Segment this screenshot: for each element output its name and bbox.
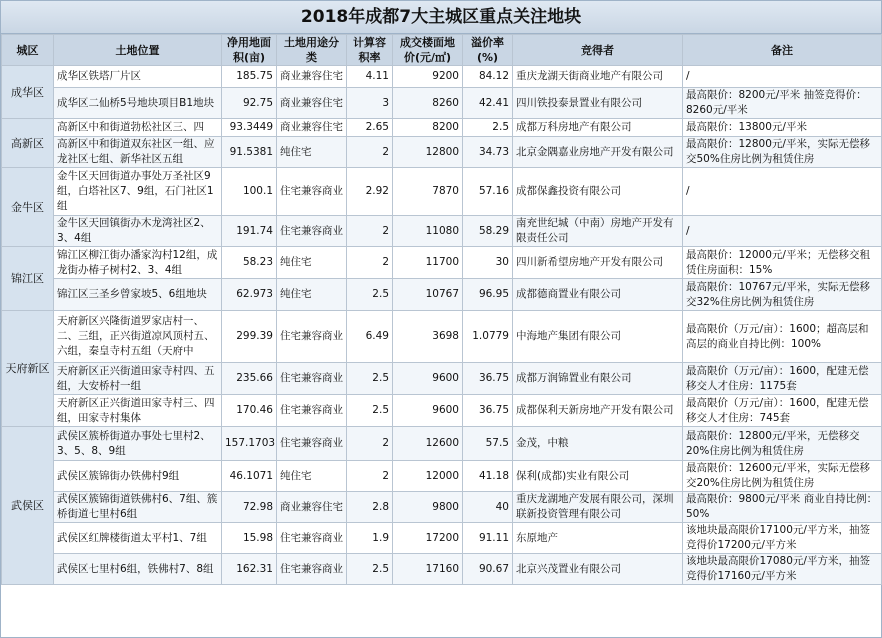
table-row bbox=[2, 119, 882, 137]
area-cell: 46.1071 bbox=[222, 461, 277, 492]
use-cell: 住宅兼容商业 bbox=[277, 523, 347, 554]
far-cell: 3 bbox=[347, 88, 393, 119]
far-cell: 2 bbox=[347, 427, 393, 461]
table-row bbox=[2, 88, 882, 119]
use-cell: 住宅兼容商业 bbox=[277, 311, 347, 363]
note-cell: 最高限价：13800元/平米 bbox=[683, 119, 882, 137]
area-cell: 185.75 bbox=[222, 66, 277, 88]
header-price: 成交楼面地价(元/㎡) bbox=[393, 35, 463, 66]
winner-cell: 四川铁投泰景置业有限公司 bbox=[513, 88, 683, 119]
area-cell: 62.973 bbox=[222, 279, 277, 311]
use-cell: 商业兼容住宅 bbox=[277, 66, 347, 88]
note-cell: / bbox=[683, 216, 882, 247]
district-cell: 天府新区 bbox=[2, 311, 54, 427]
winner-cell: 成都保鑫投资有限公司 bbox=[513, 168, 683, 216]
location-cell: 武侯区簇桥街道办事处七里村2、3、5、8、9组 bbox=[54, 427, 222, 461]
location-cell: 高新区中和街道勃松社区三、四 bbox=[54, 119, 222, 137]
area-cell: 92.75 bbox=[222, 88, 277, 119]
far-cell: 2 bbox=[347, 461, 393, 492]
price-cell: 9200 bbox=[393, 66, 463, 88]
table-row bbox=[2, 554, 882, 585]
premium-cell: 57.5 bbox=[463, 427, 513, 461]
header-district: 城区 bbox=[2, 35, 54, 66]
location-cell: 武侯区七里村6组，铁佛村7、8组 bbox=[54, 554, 222, 585]
far-cell: 2.92 bbox=[347, 168, 393, 216]
note-cell: 最高限价（万元/亩）：1600，配建无偿移交人才住房：745套 bbox=[683, 395, 882, 427]
location-cell: 武侯区簇锦街道铁佛村6、7组、簇桥街道七里村6组 bbox=[54, 492, 222, 523]
far-cell: 2.5 bbox=[347, 279, 393, 311]
table-row bbox=[2, 279, 882, 311]
price-cell: 10767 bbox=[393, 279, 463, 311]
district-cell: 金牛区 bbox=[2, 168, 54, 247]
price-cell: 7870 bbox=[393, 168, 463, 216]
area-cell: 91.5381 bbox=[222, 137, 277, 168]
premium-cell: 58.29 bbox=[463, 216, 513, 247]
area-cell: 58.23 bbox=[222, 247, 277, 279]
location-cell: 天府新区正兴街道田家寺村四、五组，大安桥村一组 bbox=[54, 363, 222, 395]
header-far: 计算容积率 bbox=[347, 35, 393, 66]
table-row bbox=[2, 492, 882, 523]
price-cell: 11080 bbox=[393, 216, 463, 247]
area-cell: 15.98 bbox=[222, 523, 277, 554]
page-title: 2018年成都7大主城区重点关注地块 bbox=[1, 1, 881, 34]
district-cell: 锦江区 bbox=[2, 247, 54, 311]
note-cell: 该地块最高限价17100元/平方米，抽签竞得价17200元/平方米 bbox=[683, 523, 882, 554]
premium-cell: 1.0779 bbox=[463, 311, 513, 363]
far-cell: 2 bbox=[347, 216, 393, 247]
header-use: 土地用途分类 bbox=[277, 35, 347, 66]
header-winner: 竞得者 bbox=[513, 35, 683, 66]
header-area: 净用地面积(亩) bbox=[222, 35, 277, 66]
price-cell: 9600 bbox=[393, 363, 463, 395]
area-cell: 299.39 bbox=[222, 311, 277, 363]
table-row bbox=[2, 523, 882, 554]
price-cell: 12800 bbox=[393, 137, 463, 168]
use-cell: 住宅兼容商业 bbox=[277, 168, 347, 216]
note-cell: 最高限价：12000元/平米；无偿移交租赁住房面积：15% bbox=[683, 247, 882, 279]
table-row bbox=[2, 363, 882, 395]
price-cell: 9600 bbox=[393, 395, 463, 427]
far-cell: 2 bbox=[347, 247, 393, 279]
use-cell: 住宅兼容商业 bbox=[277, 554, 347, 585]
premium-cell: 91.11 bbox=[463, 523, 513, 554]
far-cell: 2.5 bbox=[347, 363, 393, 395]
winner-cell: 四川新希望房地产开发有限公司 bbox=[513, 247, 683, 279]
far-cell: 2.8 bbox=[347, 492, 393, 523]
location-cell: 天府新区正兴街道田家寺村三、四组，田家寺村集体 bbox=[54, 395, 222, 427]
premium-cell: 36.75 bbox=[463, 363, 513, 395]
table-row bbox=[2, 66, 882, 88]
location-cell: 锦江区柳江街办潘家沟村12组，成龙街办椿子树村2、3、4组 bbox=[54, 247, 222, 279]
area-cell: 157.1703 bbox=[222, 427, 277, 461]
use-cell: 商业兼容住宅 bbox=[277, 492, 347, 523]
winner-cell: 金茂，中粮 bbox=[513, 427, 683, 461]
premium-cell: 90.67 bbox=[463, 554, 513, 585]
winner-cell: 重庆龙湖天街商业地产有限公司 bbox=[513, 66, 683, 88]
price-cell: 11700 bbox=[393, 247, 463, 279]
price-cell: 17200 bbox=[393, 523, 463, 554]
winner-cell: 重庆龙湖地产发展有限公司，深圳联新投资管理有限公司 bbox=[513, 492, 683, 523]
note-cell: 最高限价：9800元/平米 商业自持比例：50% bbox=[683, 492, 882, 523]
winner-cell: 成都德商置业有限公司 bbox=[513, 279, 683, 311]
price-cell: 9800 bbox=[393, 492, 463, 523]
premium-cell: 41.18 bbox=[463, 461, 513, 492]
district-cell: 高新区 bbox=[2, 119, 54, 168]
winner-cell: 成都万科房地产有限公司 bbox=[513, 119, 683, 137]
table-body bbox=[2, 66, 882, 585]
note-cell: 该地块最高限价17080元/平方米，抽签竞得价17160元/平方米 bbox=[683, 554, 882, 585]
note-cell: 最高限价（万元/亩）：1600，配建无偿移交人才住房：1175套 bbox=[683, 363, 882, 395]
area-cell: 100.1 bbox=[222, 168, 277, 216]
note-cell: 最高限价：12800元/平米，实际无偿移交50%住房比例为租赁住房 bbox=[683, 137, 882, 168]
use-cell: 住宅兼容商业 bbox=[277, 427, 347, 461]
table-row bbox=[2, 311, 882, 363]
area-cell: 72.98 bbox=[222, 492, 277, 523]
premium-cell: 30 bbox=[463, 247, 513, 279]
price-cell: 12000 bbox=[393, 461, 463, 492]
winner-cell: 成都保利天新房地产开发有限公司 bbox=[513, 395, 683, 427]
note-cell: 最高限价：10767元/平米，实际无偿移交32%住房比例为租赁住房 bbox=[683, 279, 882, 311]
location-cell: 成华区铁塔厂片区 bbox=[54, 66, 222, 88]
use-cell: 纯住宅 bbox=[277, 247, 347, 279]
note-cell: / bbox=[683, 66, 882, 88]
location-cell: 锦江区三圣乡曾家坡5、6组地块 bbox=[54, 279, 222, 311]
far-cell: 6.49 bbox=[347, 311, 393, 363]
premium-cell: 34.73 bbox=[463, 137, 513, 168]
area-cell: 191.74 bbox=[222, 216, 277, 247]
table-row bbox=[2, 427, 882, 461]
far-cell: 2.5 bbox=[347, 395, 393, 427]
header-row bbox=[2, 35, 882, 66]
area-cell: 162.31 bbox=[222, 554, 277, 585]
far-cell: 1.9 bbox=[347, 523, 393, 554]
premium-cell: 40 bbox=[463, 492, 513, 523]
district-cell: 武侯区 bbox=[2, 427, 54, 585]
premium-cell: 57.16 bbox=[463, 168, 513, 216]
use-cell: 纯住宅 bbox=[277, 137, 347, 168]
table-row bbox=[2, 395, 882, 427]
note-cell: 最高限价：12600元/平米，实际无偿移交20%住房比例为租赁住房 bbox=[683, 461, 882, 492]
use-cell: 住宅兼容商业 bbox=[277, 216, 347, 247]
header-location: 土地位置 bbox=[54, 35, 222, 66]
area-cell: 235.66 bbox=[222, 363, 277, 395]
table-row bbox=[2, 216, 882, 247]
winner-cell: 北京金隅嘉业房地产开发有限公司 bbox=[513, 137, 683, 168]
price-cell: 8200 bbox=[393, 119, 463, 137]
winner-cell: 成都万润锦置业有限公司 bbox=[513, 363, 683, 395]
use-cell: 住宅兼容商业 bbox=[277, 363, 347, 395]
land-table bbox=[1, 34, 882, 585]
price-cell: 17160 bbox=[393, 554, 463, 585]
far-cell: 4.11 bbox=[347, 66, 393, 88]
note-cell: 最高限价：12800元/平米，无偿移交20%住房比例为租赁住房 bbox=[683, 427, 882, 461]
price-cell: 3698 bbox=[393, 311, 463, 363]
location-cell: 高新区中和街道双东社区一组、应龙社区七组、新华社区五组 bbox=[54, 137, 222, 168]
location-cell: 武侯区簇锦街办铁佛村9组 bbox=[54, 461, 222, 492]
table-row bbox=[2, 461, 882, 492]
note-cell: 最高限价（万元/亩）：1600；超高层和高层的商业自持比例：100% bbox=[683, 311, 882, 363]
area-cell: 170.46 bbox=[222, 395, 277, 427]
header-premium: 溢价率(%) bbox=[463, 35, 513, 66]
location-cell: 武侯区红牌楼街道太平村1、7组 bbox=[54, 523, 222, 554]
premium-cell: 84.12 bbox=[463, 66, 513, 88]
price-cell: 12600 bbox=[393, 427, 463, 461]
table-row bbox=[2, 247, 882, 279]
use-cell: 住宅兼容商业 bbox=[277, 395, 347, 427]
header-note: 备注 bbox=[683, 35, 882, 66]
table-row bbox=[2, 137, 882, 168]
use-cell: 纯住宅 bbox=[277, 461, 347, 492]
premium-cell: 96.95 bbox=[463, 279, 513, 311]
premium-cell: 42.41 bbox=[463, 88, 513, 119]
price-cell: 8260 bbox=[393, 88, 463, 119]
winner-cell: 北京兴茂置业有限公司 bbox=[513, 554, 683, 585]
note-cell: / bbox=[683, 168, 882, 216]
far-cell: 2.5 bbox=[347, 554, 393, 585]
winner-cell: 保利(成都)实业有限公司 bbox=[513, 461, 683, 492]
district-cell: 成华区 bbox=[2, 66, 54, 119]
location-cell: 成华区二仙桥5号地块项目B1地块 bbox=[54, 88, 222, 119]
location-cell: 金牛区天回镇街办木龙湾社区2、3、4组 bbox=[54, 216, 222, 247]
location-cell: 金牛区天回街道办事处万圣社区9组，白塔社区7、9组，石门社区1组 bbox=[54, 168, 222, 216]
use-cell: 商业兼容住宅 bbox=[277, 119, 347, 137]
table-row bbox=[2, 168, 882, 216]
use-cell: 商业兼容住宅 bbox=[277, 88, 347, 119]
premium-cell: 2.5 bbox=[463, 119, 513, 137]
note-cell: 最高限价：8200元/平米 抽签竞得价：8260元/平米 bbox=[683, 88, 882, 119]
winner-cell: 东原地产 bbox=[513, 523, 683, 554]
area-cell: 93.3449 bbox=[222, 119, 277, 137]
winner-cell: 中海地产集团有限公司 bbox=[513, 311, 683, 363]
location-cell: 天府新区兴隆街道罗家店村一、二、三组，正兴街道凉风顶村五、六组，秦皇寺村五组（天府中 bbox=[54, 311, 222, 363]
far-cell: 2.65 bbox=[347, 119, 393, 137]
premium-cell: 36.75 bbox=[463, 395, 513, 427]
far-cell: 2 bbox=[347, 137, 393, 168]
use-cell: 纯住宅 bbox=[277, 279, 347, 311]
winner-cell: 南充世纪城（中南）房地产开发有限责任公司 bbox=[513, 216, 683, 247]
